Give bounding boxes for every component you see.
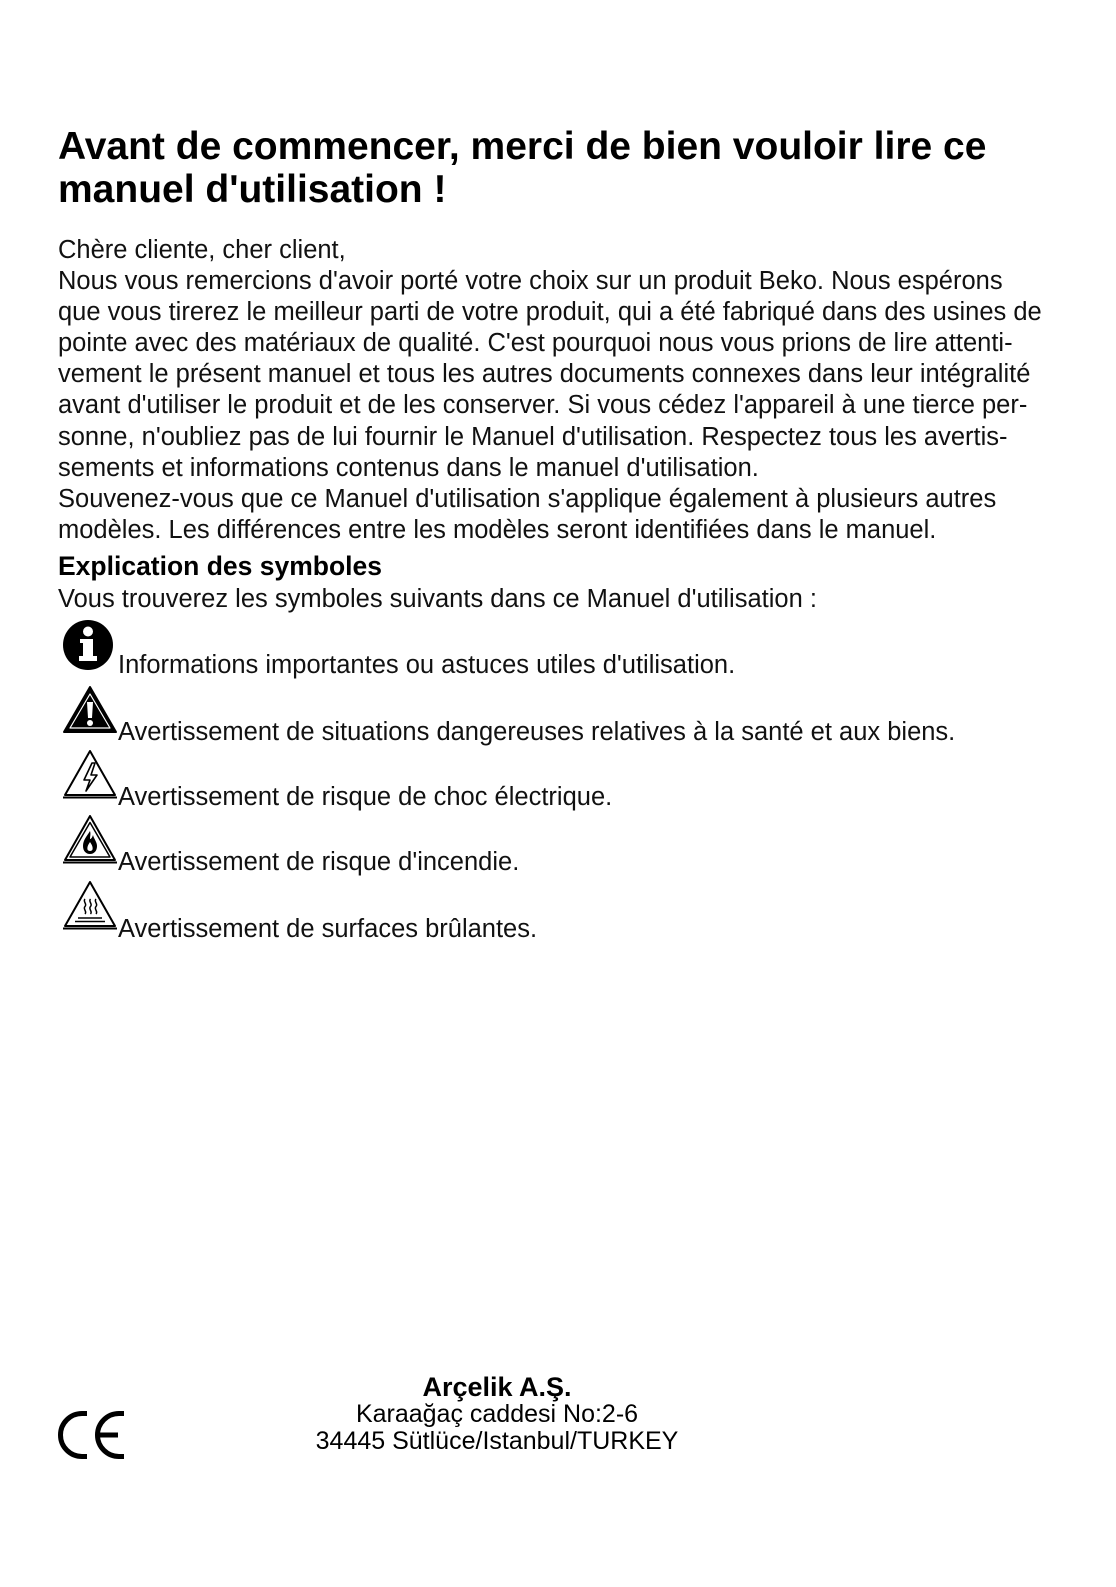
symbol-row-warning (62, 685, 1012, 751)
symbol-description: Informations importantes ou astuces utiles d'utilisation. (118, 650, 736, 679)
symbol-description: Avertissement de risque de choc électrique. (118, 782, 613, 811)
warning-icon (62, 685, 118, 735)
intro-line: avant d'utiliser le produit et de les conserver. Si vous cédez l'appareil à une tierce per- (58, 391, 1028, 420)
symbols-intro: Vous trouverez les symboles suivants dans ce Manuel d'utilisation : (58, 585, 817, 613)
title-line: manuel d'utilisation ! (58, 168, 447, 211)
title-line: Avant de commencer, merci de bien vouloir lire ce (58, 125, 987, 168)
company-address (247, 1401, 747, 1455)
greeting-line: Chère cliente, cher client, (58, 236, 346, 264)
info-icon (62, 619, 114, 671)
electric-shock-warning-icon (62, 749, 118, 801)
intro-line: vement le présent manuel et tous les autres documents connexes dans leur intégralité (58, 360, 1031, 389)
intro-line: sonne, n'oubliez pas de lui fournir le Manuel d'utilisation. Respectez tous les avertis- (58, 422, 1008, 451)
intro-line: sements et informations contenus dans le manuel d'utilisation. (58, 453, 759, 482)
intro-line: modèles. Les différences entre les modèles seront identifiées dans le manuel. (58, 515, 937, 544)
symbol-row-hot-surface (62, 880, 1012, 946)
company-name: Arçelik A.Ş. (422, 1372, 572, 1402)
intro-line: que vous tirerez le meilleur parti de votre produit, qui a été fabriqué dans des usines de (58, 298, 1042, 327)
intro-line: Nous vous remercions d'avoir porté votre choix sur un produit Beko. Nous espérons (58, 267, 1003, 296)
page-title (58, 125, 986, 211)
symbol-description: Avertissement de risque d'incendie. (118, 847, 520, 876)
ce-mark-icon (58, 1411, 124, 1459)
address-line: 34445 Sütlüce/Istanbul/TURKEY (315, 1427, 679, 1455)
intro-paragraph (58, 235, 1042, 546)
symbol-row-electric (62, 749, 1012, 815)
symbol-row-fire (62, 814, 1012, 880)
symbols-heading: Explication des symboles (58, 551, 383, 581)
intro-line: pointe avec des matériaux de qualité. C'est pourquoi nous vous prions de lire attenti- (58, 329, 1013, 358)
fire-warning-icon (62, 814, 118, 866)
symbol-row-info (62, 619, 1012, 685)
hot-surface-warning-icon (62, 880, 118, 932)
symbol-description: Avertissement de surfaces brûlantes. (118, 914, 538, 943)
symbol-description: Avertissement de situations dangereuses relatives à la santé et aux biens. (118, 717, 956, 746)
address-line: Karaağaç caddesi No:2-6 (355, 1400, 639, 1428)
intro-line: Souvenez-vous que ce Manuel d'utilisation s'applique également à plusieurs autres (58, 484, 997, 513)
